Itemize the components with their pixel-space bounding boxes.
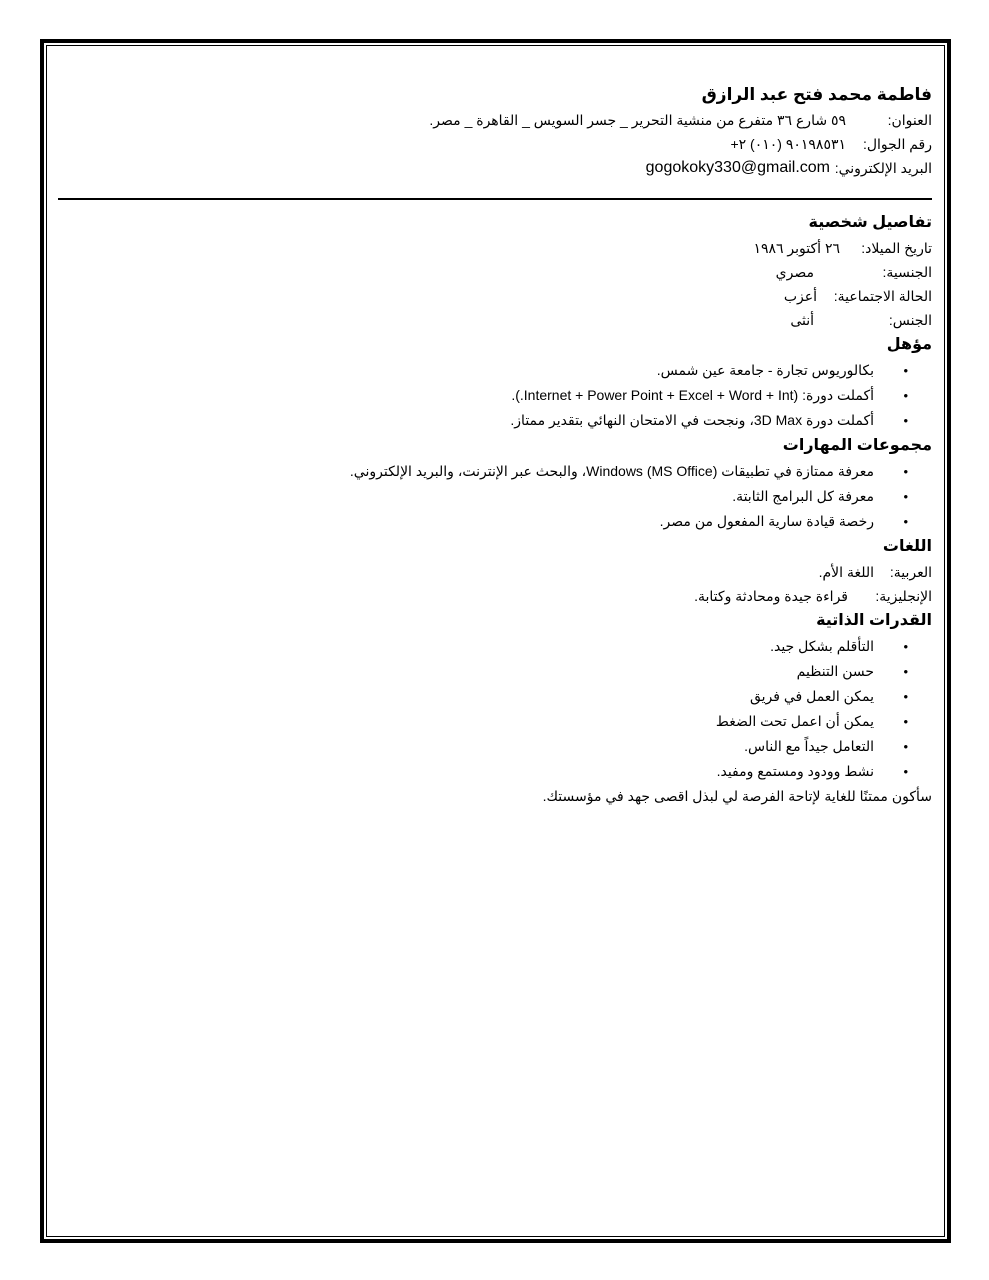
- english-label: الإنجليزية:: [875, 588, 932, 604]
- nationality-value: مصري: [775, 264, 814, 280]
- birth-value: ٢٦ أكتوبر ١٩٨٦: [753, 240, 840, 256]
- resume-name: فاطمة محمد فتح عبد الرازق: [701, 85, 932, 104]
- list-item: • معرفة ممتازة في تطبيقات Windows (MS Office)، والبحث عبر الإنترنت، والبريد الإلكتروني.: [58, 459, 908, 484]
- arabic-value: اللغة الأم.: [818, 564, 874, 580]
- list-item: • أكملت دورة 3D Max، ونجحت في الامتحان النهائي بتقدير ممتاز.: [58, 408, 908, 433]
- list-item: • بكالوريوس تجارة - جامعة عين شمس.: [58, 358, 908, 383]
- gender-row: [58, 308, 932, 332]
- list-item: • معرفة كل البرامج الثابتة.: [58, 484, 908, 509]
- list-item: • رخصة قيادة سارية المفعول من مصر.: [58, 509, 908, 534]
- nationality-row: [58, 260, 932, 284]
- email-value[interactable]: gogokoky330@gmail.com: [645, 159, 830, 176]
- list-item: • التأقلم بشكل جيد.: [58, 634, 908, 659]
- gender-value: أنثى: [790, 312, 814, 328]
- closing-statement: سأكون ممتنًا للغاية لإتاحة الفرصة لي لبذل اقصى جهد في مؤسستك.: [542, 788, 932, 804]
- address-value: ٥٩ شارع ٣٦ متفرع من منشية التحرير _ جسر السويس _ القاهرة _ مصر.: [429, 112, 846, 128]
- header-divider: [58, 198, 932, 200]
- abilities-heading: القدرات الذاتية: [816, 612, 932, 629]
- address-label: العنوان:: [887, 112, 932, 128]
- list-item: • التعامل جيداً مع الناس.: [58, 734, 908, 759]
- english-row: [58, 584, 932, 608]
- gender-label: الجنس:: [888, 312, 932, 328]
- email-label: البريد الإلكتروني:: [834, 160, 932, 176]
- arabic-label: العربية:: [889, 564, 932, 580]
- list-item: • يمكن العمل في فريق: [58, 684, 908, 709]
- birth-row: [58, 236, 932, 260]
- qualifications-list: [58, 358, 932, 433]
- qualifications-heading: مؤهل: [886, 336, 932, 353]
- marital-label: الحالة الاجتماعية:: [833, 288, 932, 304]
- nationality-label: الجنسية:: [882, 264, 932, 280]
- personal-details-heading: تفاصيل شخصية: [808, 214, 932, 231]
- abilities-list: [58, 634, 932, 784]
- list-item: • يمكن أن اعمل تحت الضغط: [58, 709, 908, 734]
- marital-row: [58, 284, 932, 308]
- list-item: • حسن التنظيم: [58, 659, 908, 684]
- skills-heading: مجموعات المهارات: [782, 437, 932, 454]
- arabic-row: [58, 560, 932, 584]
- email-row: [58, 156, 932, 180]
- resume-content: [58, 80, 932, 808]
- english-value: قراءة جيدة ومحادثة وكتابة.: [694, 588, 848, 604]
- phone-row: [58, 132, 932, 156]
- address-row: [58, 108, 932, 132]
- skills-list: [58, 459, 932, 534]
- list-item: • نشط وودود ومستمع ومفيد.: [58, 759, 908, 784]
- birth-label: تاريخ الميلاد:: [861, 240, 932, 256]
- list-item: • أكملت دورة: (Internet + Power Point + Excel + Word + Int.).: [58, 383, 908, 408]
- languages-heading: اللغات: [882, 538, 932, 555]
- marital-value: أعزب: [783, 288, 817, 304]
- phone-value: ٩٠١٩٨٥٣١ (٠١٠) ٢+: [730, 136, 846, 152]
- phone-label: رقم الجوال:: [862, 136, 932, 152]
